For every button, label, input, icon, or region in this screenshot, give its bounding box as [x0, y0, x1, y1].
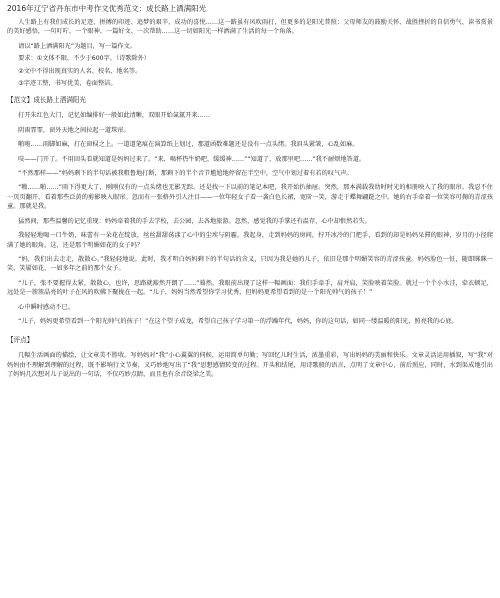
essay-paragraph: 猛然间，那些温馨的记忆重现：妈妈牵着我的手去学校，去公园，去各地旅游。忽然，感觉我的手掌还有温存，心中却恨然若失。: [18, 217, 371, 225]
essay-paragraph: 心中瞬时感动不已。: [18, 303, 74, 311]
requirement-2: ②文中不得出现真实的人名、校名、地名等。: [18, 67, 142, 75]
document-title: 2016年辽宁省丹东市中考作文优秀范文：成长路上洒满阳光: [7, 4, 207, 13]
essay-paragraph: 吱——门开了。不用回头看就知道是妈妈过来了。“来，喝杯热牛奶吧，缓缓神……”“知道了，放那里吧……”我不耐烦地答道。: [18, 155, 366, 163]
essay-paragraph: “妈，我们出去走走，散散心。”我轻轻地说。此时，我才明白妈妈剩下的半句话的含义，只因为我是她的儿子，依旧是那个明媚笑容的青涩孩童。妈妈脸色一怔，随即眯眯一笑，笑靥如花，一如多年之前的那个女子。: [7, 255, 493, 273]
sample-essay-title: 【范文】成长路上洒满阳光: [7, 96, 87, 105]
prompt-paragraph: 请以“路上洒满阳光”为题目，写一篇作文。: [18, 42, 136, 50]
essay-paragraph: “儿子，妈妈更希望看到一个阳光帅气的孩子！”在这个望子成龙，希望自己孩子学习第一的浮躁年代，妈妈，你的这句话，如同一缕温暖的阳光，照亮我的心底。: [18, 317, 458, 325]
essay-paragraph: 阴雨霏霏，窗外天地之间拉起一道珠帘。: [18, 126, 130, 134]
essay-paragraph: “儿子，张不要握得太紧，散散心，也许，思路就豁然开朗了……”蓦然，我眼前出现了这样一幅画面：我们手牵手，肩并肩，笑脸映着笑脸。就过一个个小水洼，牵衣顿足，远处是一簇簇晶亮的叶子在风的吹拂下聚拢在一起。“儿子，妈妈当然希望你学习优秀，但妈妈更希望看到的是一个阳光帅气的孩子！”: [7, 279, 493, 297]
essay-paragraph: “啪……啪……”雨下得更大了，刚刚仅有的一点头绪也无影无踪。还是找一下以前的笔记本吧，我开始扒抽屉。突然，那本满载我幼时时光的相册映入了我的眼帘。我忍不住一页页翻开，看着那些泛黄的剪影映入眼帘。忽而有一张格外引人注目——一位年轻女子看一袭白色长裙，宽阶一笑，游走于蝶舞翩跹之中。她的右手牵着一位笑容可掬的青涩孩童。那就是我。: [7, 184, 493, 211]
essay-paragraph: 打开朱红色大门，记忆如编排好一般如此清晰，双眼开始氤氲开来……: [18, 112, 210, 120]
requirement-3: ③字迹工整，书写优美，卷面整洁。: [18, 80, 117, 88]
comment-paragraph: 几幅生活画面的描绘，让文章美不胜收。写妈妈对“我”小心翼翼的伺候，运用简单句勤；写回忆儿时生活，浓墨重彩，写出妈妈的美丽和快乐。文章灵活运用插叙，写“我”对妈妈由不理解到理解的过程，既不影响行文节奏，又巧妙地写出了“我”思想感情转变的过程。开头和结尾，用诗歌般的语言，点明了文章中心，前后照应，同时，水到渠成地引出了妈妈几次想对儿子说出的一句话，不仅巧妙点睛，而且也有余音绕梁之美。: [7, 352, 493, 379]
requirement-1: 要求：①文体不限，不少于600字。（诗歌除外）: [18, 55, 150, 63]
intro-paragraph: 人生路上有我们成长的足迹、拼搏的印迹、追梦的艰辛、成功的喜悦……这一路虽有风吹雨打，但更多的是阳光普照：父母师友的鼓励关怀、战胜挫折的自信勇气、读书赏景的美好感悟，一句叮咛、一个眼神、一篇好文、一次帮助……这一切如阳光一样洒满了生活的每一个角落。: [7, 19, 493, 36]
essay-paragraph: “不然那样——”妈妈剩下的半句话被我粗鲁地打断，那剩下的半个音节尴尬地停留在半空中，空气中划过着有若的叹气声。: [18, 170, 353, 178]
essay-paragraph: 啪啦……雨脚如麻，打在窗棂之上。一道道笔痕在演算纸上划过，那道函数难题还是没有一点头绪。我眉头紧皱，心乱如麻。: [18, 141, 359, 149]
essay-paragraph: 我轻轻地喝一口牛奶，味蕾有一朵花在绽放，丝丝甜甜荡漾了心中的尘埃与阴霾。我起身，走到妈妈的房间，拧开冰冷的门把手，看到的却是妈妈呆滞的眼神，岁月的小径爬满了她的眼角。这，还是那个明媚如花的女子吗？: [7, 232, 493, 249]
comment-title: 【评点】: [7, 336, 34, 345]
